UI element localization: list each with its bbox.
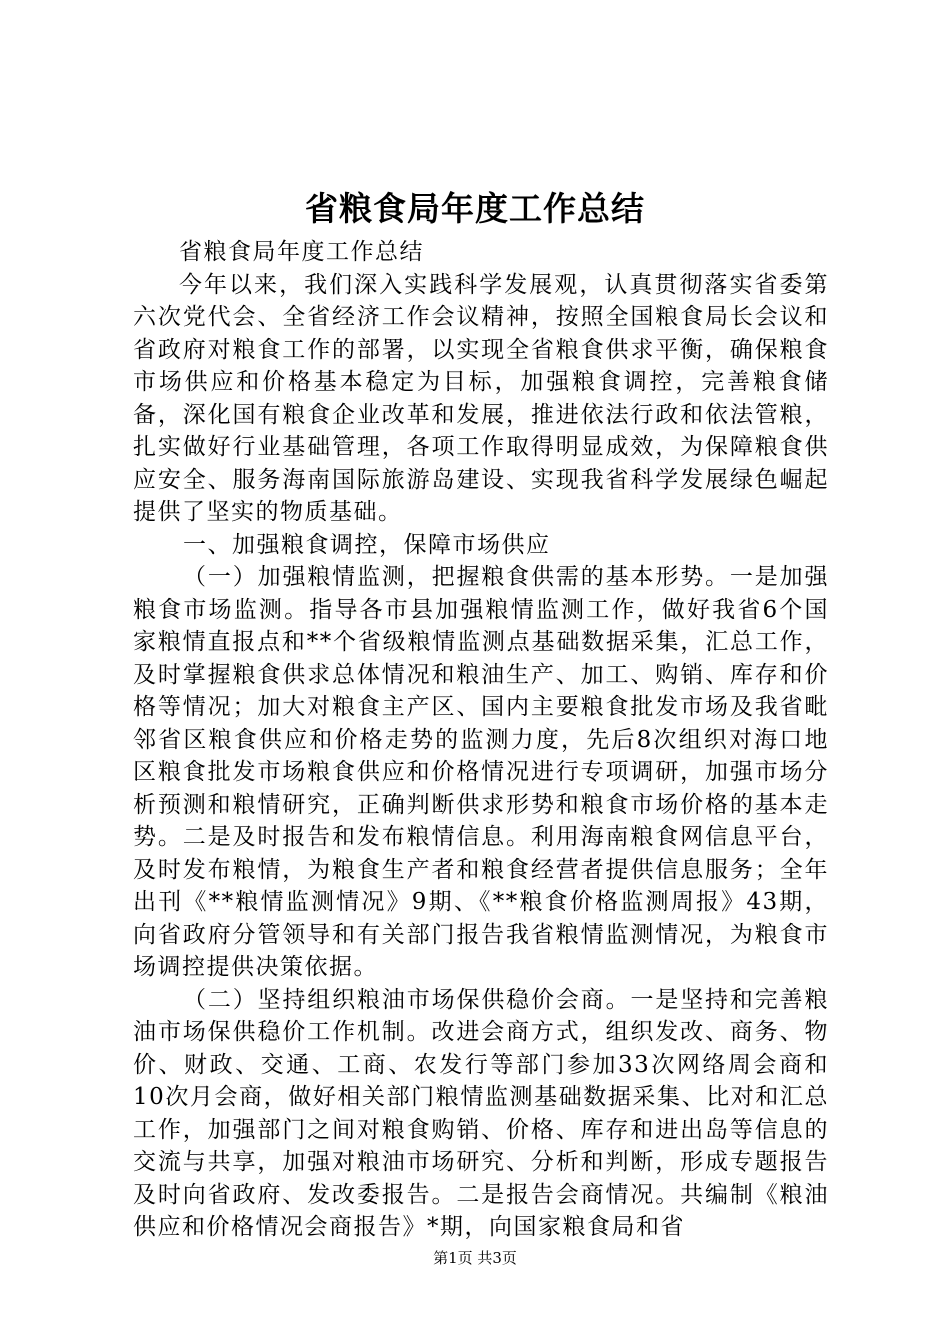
paragraph-section-1-1: （一）加强粮情监测，把握粮食供需的基本形势。一是加强粮食市场监测。指导各市县加强粮情监测工作，做好我省6个国家粮情直报点和**个省级粮情监测点基础数据采集，汇总工作，及时掌握粮食供求总体情况和粮油生产、加工、购销、库存和价格等情况；加大对粮食主产区、国内主要粮食批发市场及我省毗邻省区粮食供应和价格走势的监测力度，先后8次组织对海口地区粮食批发市场粮食供应和价格情况进行专项调研，加强市场分析预测和粮情研究，正确判断供求形势和粮食市场价格的基本走势。二是及时报告和发布粮情信息。利用海南粮食网信息平台，及时发布粮情，为粮食生产者和粮食经营者提供信息服务；全年出刊《**粮情监测情况》9期、《**粮食价格监测周报》43期，向省政府分管领导和有关部门报告我省粮情监测情况，为粮食市场调控提供决策依据。 — [133, 564, 829, 980]
paragraph-intro: 今年以来，我们深入实践科学发展观，认真贯彻落实省委第六次党代会、全省经济工作会议精神，按照全国粮食局长会议和省政府对粮食工作的部署，以实现全省粮食供求平衡，确保粮食市场供应和价格基本稳定为目标，加强粮食调控，完善粮食储备，深化国有粮食企业改革和发展，推进依法行政和依法管粮，扎实做好行业基础管理，各项工作取得明显成效，为保障粮食供应安全、服务海南国际旅游岛建设、实现我省科学发展绿色崛起提供了坚实的物质基础。 — [133, 271, 829, 525]
paragraph-section-1-2: （二）坚持组织粮油市场保供稳价会商。一是坚持和完善粮油市场保供稳价工作机制。改进会商方式，组织发改、商务、物价、财政、交通、工商、农发行等部门参加33次网络周会商和10次月会商，做好相关部门粮情监测基础数据采集、比对和汇总工作，加强部门之间对粮食购销、价格、库存和进出岛等信息的交流与共享，加强对粮油市场研究、分析和判断，形成专题报告及时向省政府、发改委报告。二是报告会商情况。共编制《粮油供应和价格情况会商报告》*期，向国家粮食局和省 — [133, 986, 829, 1240]
paragraph-subtitle: 省粮食局年度工作总结 — [179, 239, 424, 265]
document-body — [133, 236, 829, 1244]
document-title: 省粮食局年度工作总结 — [305, 189, 645, 228]
section-heading-1: 一、加强粮食调控，保障市场供应 — [183, 531, 551, 558]
page-footer: 第1页 共3页 — [433, 1249, 517, 1267]
